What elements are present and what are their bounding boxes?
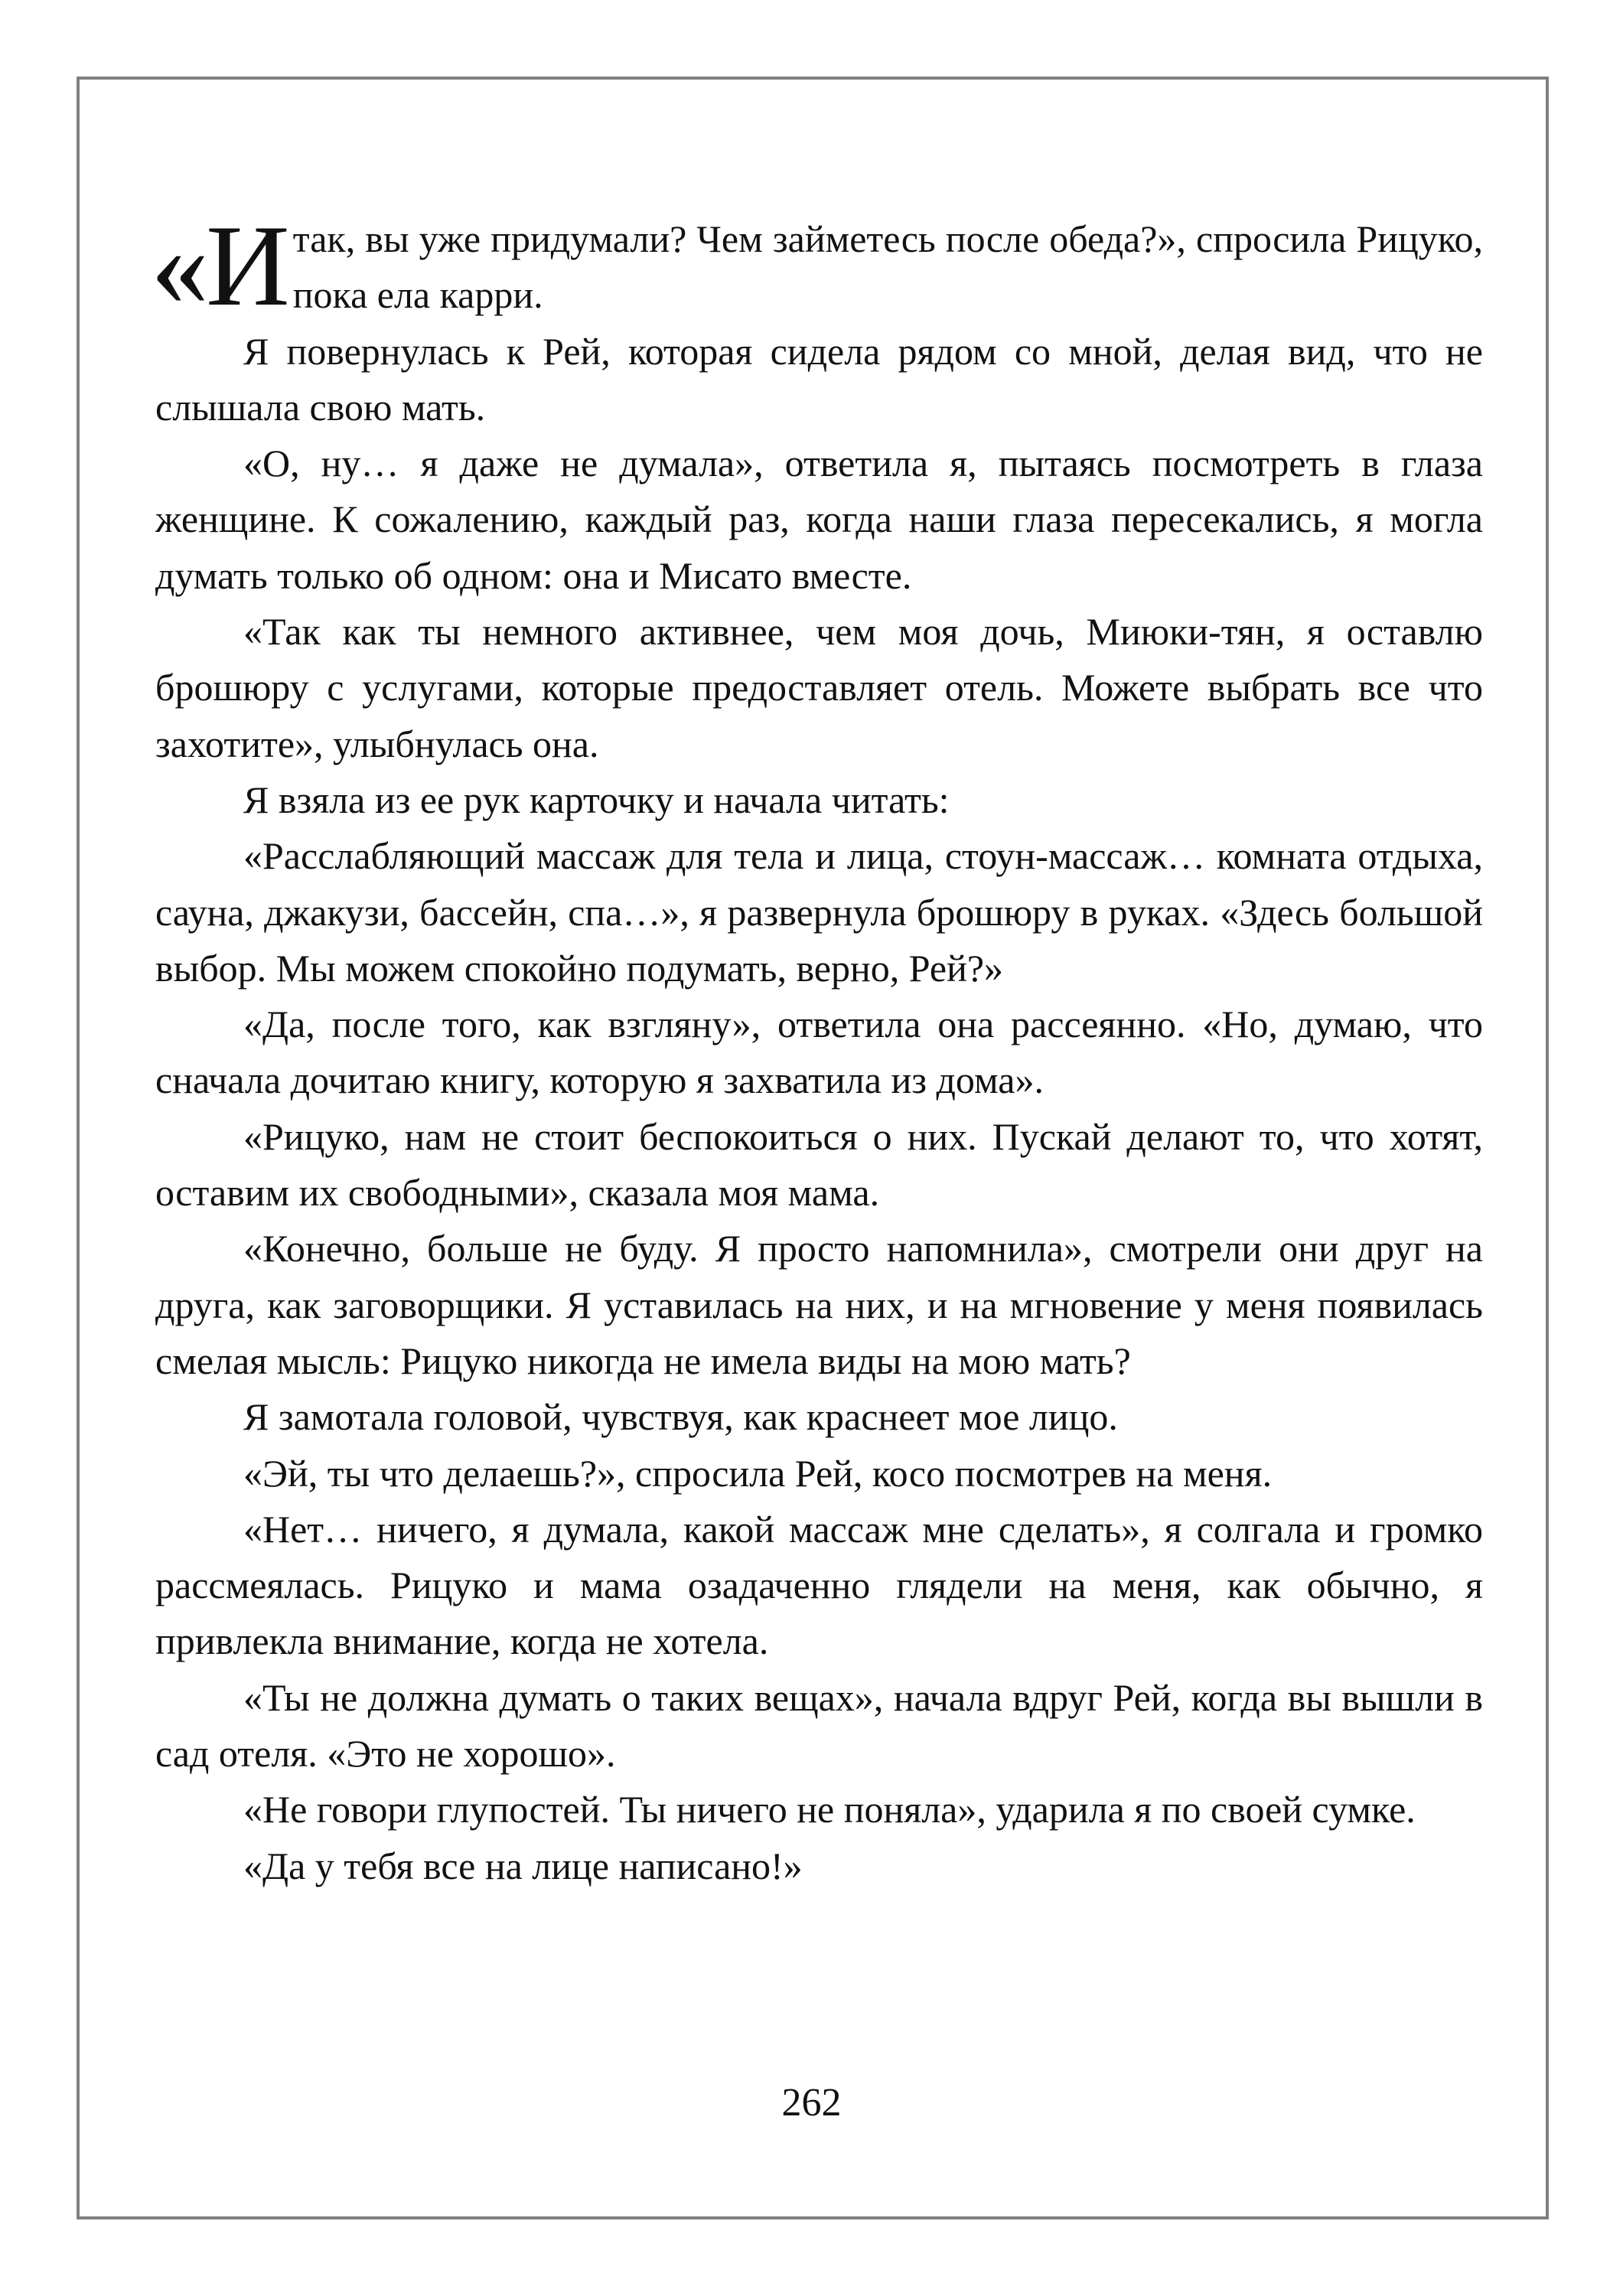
paragraph: «Да, после того, как взгляну», ответила она рассеянно. «Но, думаю, что сначала дочитаю книгу, которую я захватила из дома».	[155, 1003, 1483, 1102]
paragraph: Я повернулась к Рей, которая сидела рядом со мной, делая вид, что не слышала свою мать.	[155, 329, 1483, 429]
paragraph: «Да у тебя все на лице написано!»	[243, 1844, 803, 1887]
paragraph: «Эй, ты что делаешь?», спросила Рей, косо посмотрев на меня.	[243, 1451, 1273, 1495]
paragraph: Я взяла из ее рук карточку и начала читать:	[243, 778, 950, 821]
page-number: 262	[781, 2081, 842, 2125]
paragraph: «Не говори глупостей. Ты ничего не поняла», ударила я по своей сумке.	[243, 1788, 1416, 1831]
paragraph: «Расслабляющий массаж для тела и лица, стоун-массаж… комната отдыха, сауна, джакузи, бассейн, спа…», я развернула брошюру в руках. «Здесь большой выбор. Мы можем спокойно подумать, верно, Рей?»	[155, 834, 1483, 990]
drop-cap: «И	[151, 201, 287, 330]
paragraph: «Рицуко, нам не стоит беспокоиться о них. Пускай делают то, что хотят, оставим их свободными», сказала моя мама.	[155, 1114, 1483, 1215]
paragraph-opening	[151, 201, 1483, 330]
paragraph: «О, ну… я даже не думала», ответила я, пытаясь посмотреть в глаза женщине. К сожалению, каждый раз, когда наши глаза пересекались, я могла думать только об одном: она и Мисато вместе.	[155, 442, 1483, 597]
paragraph: «Конечно, больше не буду. Я просто напомнила», смотрели они друг на друга, как заговорщики. Я уставилась на них, и на мгновение у меня появилась смелая мысль: Рицуко никогда не имела виды на мою мать?	[155, 1227, 1483, 1382]
paragraph: «Так как ты немного активнее, чем моя дочь, Миюки-тян, я оставлю брошюру с услугами, которые предоставляет отель. Можете выбрать все что захотите», улыбнулась она.	[155, 610, 1483, 765]
paragraph: Я замотала головой, чувствуя, как краснеет мое лицо.	[243, 1395, 1118, 1439]
body-text	[151, 201, 1483, 1894]
opening-paragraph-text: так, вы уже придумали? Чем займетесь после обеда?», спросила Рицуко, пока ела карри.	[292, 217, 1483, 317]
paragraph: «Ты не должна думать о таких вещах», начала вдруг Рей, когда вы вышли в сад отеля. «Это не хорошо».	[155, 1675, 1483, 1776]
paragraph: «Нет… ничего, я думала, какой массаж мне сделать», я солгала и громко рассмеялась. Рицуко и мама озадаченно глядели на меня, как обычно, я привлекла внимание, когда не хотела.	[155, 1507, 1483, 1663]
